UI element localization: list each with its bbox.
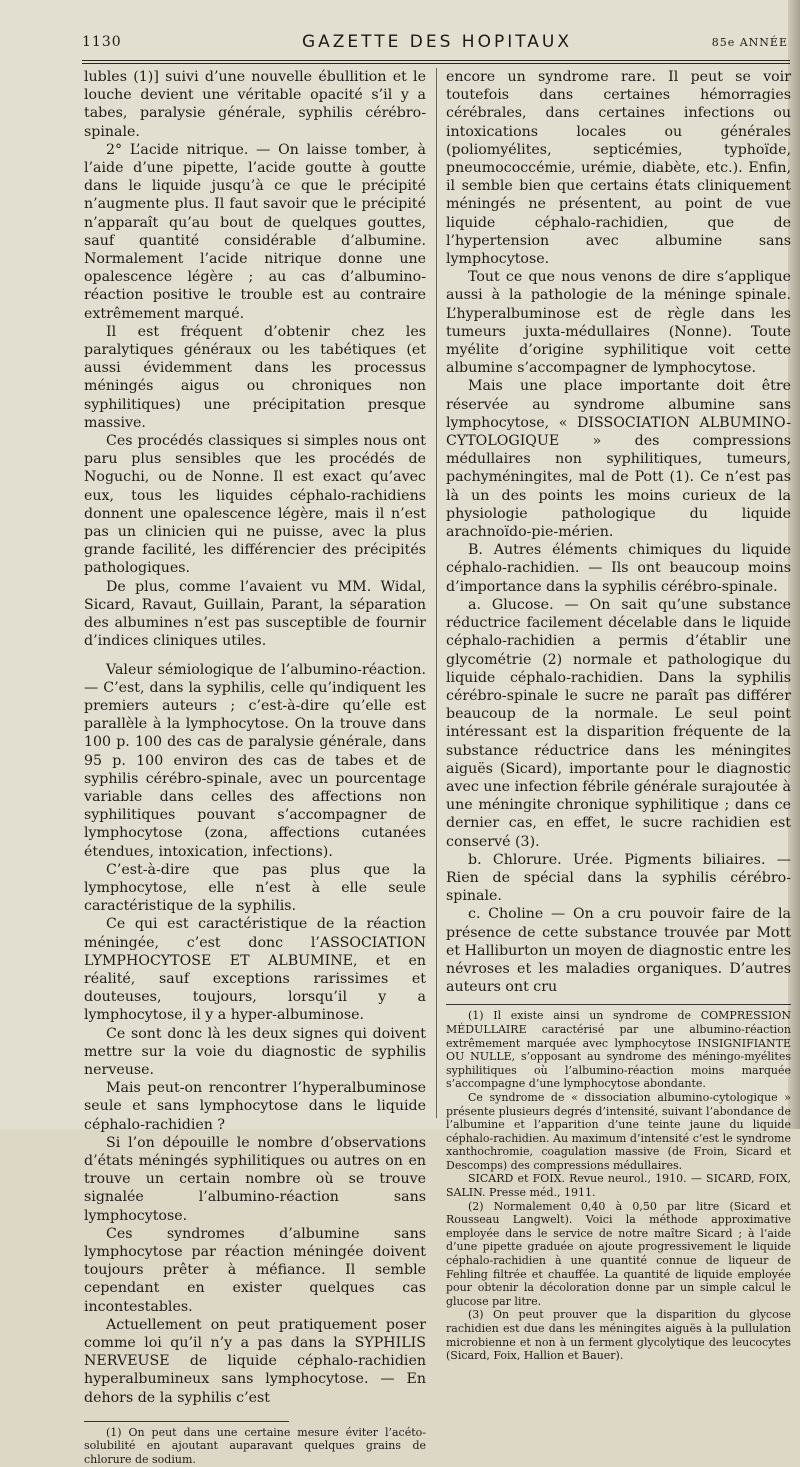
- paragraph: Tout ce que nous venons de dire s’applique aussi à la pathologie de la méninge spinale. L’hyperalbuminose est de règle dans les tumeurs juxta-médullaires (Nonne). Toute myélite d’origine syphilitique voit cette albumine s’accompagner de lymphocytose.: [446, 269, 791, 377]
- footnote-rule: [84, 1421, 289, 1422]
- paragraph: b. Chlorure. Urée. Pigments biliaires. — Rien de spécial dans la syphilis cérébro-spinale.: [446, 851, 791, 905]
- paragraph: Ce qui est caractéristique de la réaction méningée, c’est donc l’ASSOCIATION LYMPHOCYTOSE ET ALBUMINE, et en réalité, sauf exceptions rarissimes et douteuses, toujours, lorsqu’il y a lymphocytose, il y a hyper-albuminose.: [84, 916, 426, 1024]
- page-number: 1130: [82, 34, 122, 50]
- section-paragraph: B. Autres éléments chimiques du liquide céphalo-rachidien. — Ils ont beaucoup moins d’importance dans la syphilis cérébro-spinale.: [446, 542, 791, 595]
- footnote: Ce syndrome de « dissociation albumino-cytologique » présente plusieurs degrés d’intensité, suivant l’abondance de l’albumine et l’apparition d’une teinte jaune du liquide céphalo-rachidien. Au maximum d’intensité c’est le syndrome xanthochromie, coagulation massive (de Froin, Sicard et Descomps) des compressions médullaires.: [446, 1090, 791, 1172]
- volume-year: 85e ANNÉE: [711, 36, 788, 49]
- paragraph: 2° L’acide nitrique. — On laisse tomber, à l’aide d’une pipette, l’acide goutte à goutte dans le liquide jusqu’à ce que le précipité n’augmente plus. Il faut savoir que le précipité n’apparaît qu’au bout de quelques gouttes, sauf quantité considérable d’albumine. Normalement l’acide nitrique donne une opalescence légère ; au cas d’albumino-réaction positive le trouble est au contraire extrêmement marqué.: [84, 141, 426, 322]
- paragraph: De plus, comme l’avaient vu MM. Widal, Sicard, Ravaut, Guillain, Parant, la séparation des albumines n’est pas susceptible de fournir d’indices cliniques utiles.: [84, 578, 426, 650]
- paragraph: lubles (1)] suivi d’une nouvelle ébullition et le louche devient une véritable opacité s’il y a tabes, paralysie générale, syphilis cérébro-spinale.: [84, 69, 426, 140]
- paragraph: Mais une place importante doit être réservée au syndrome albumine sans lymphocytose, « DISSOCIATION ALBUMINO-CYTOLOGIQUE » des compressions médullaires non syphilitiques, tumeurs, pachyméningites, mal de Pott (1). Ce n’est pas là un des points les moins curieux de la physiologie pathologique du liquide arachnoïdo-pie-mérien.: [446, 378, 791, 541]
- footnote: SICARD et FOIX. Revue neurol., 1910. — SICARD, FOIX, SALIN. Presse méd., 1911.: [446, 1172, 791, 1200]
- paragraph: encore un syndrome rare. Il peut se voir toutefois dans certaines hémorragies cérébrales, dans certaines infections ou intoxications locales ou générales (poliomyélites, septicémies, typhoïde, pneumococcémie, urémie, diabète, etc.). Enfin, il semble bien que certains états cliniquement méningés ne présentent, au point de vue liquide céphalo-rachidien, que de l’hypertension avec albumine sans lymphocytose.: [446, 69, 791, 268]
- left-column: [84, 68, 426, 1467]
- paragraph: Actuellement on peut pratiquement poser comme loi qu’il n’y a pas dans la SYPHILIS NERVEUSE de liquide céphalo-rachidien hyperalbumineux sans lymphocytose. — En dehors de la syphilis c’est: [84, 1316, 426, 1406]
- paragraph: Il est fréquent d’obtenir chez les paralytiques généraux ou les tabétiques (et aussi évidemment dans les processus méningés aigus ou chroniques non syphilitiques) une précipitation presque massive.: [84, 323, 426, 431]
- paragraph: a. Glucose. — On sait qu’une substance réductrice facilement décelable dans le liquide céphalo-rachidien a permis d’établir une glycométrie (2) normale et pathologique du liquide céphalo-rachidien. Dans la syphilis cérébro-spinale le sucre ne paraît pas différer beaucoup de la normale. Le seul point intéressant est la disparition fréquente de la substance réductrice dans les méningites aiguës (Sicard), importante pour le diagnostic avec une infection fébrile générale surajoutée à une méningite chronique syphilitique ; dans ce dernier cas, en effet, le sucre rachidien est conservé (3).: [446, 596, 791, 850]
- paragraph: Mais peut-on rencontrer l’hyperalbuminose seule et sans lymphocytose dans le liquide céphalo-rachidien ?: [84, 1080, 426, 1133]
- footnote-rule: [446, 1004, 791, 1005]
- header-rule: [82, 60, 790, 64]
- column-divider: [436, 68, 437, 1118]
- footnote: (1) On peut dans une certaine mesure éviter l’acéto-solubilité en ajoutant auparavant quelques grains de chlorure de sodium.: [84, 1425, 426, 1467]
- journal-title: GAZETTE DES HOPITAUX: [301, 32, 573, 52]
- right-column: [446, 68, 791, 1363]
- footnote: (2) Normalement 0,40 à 0,50 par litre (Sicard et Rousseau Langwelt). Voici la méthode approximative employée dans le service de notre maître Sicard ; à l’aide d’une pipette graduée on ajoute progressivement le liquide céphalo-rachidien à une quantité connue de liqueur de Fehling filtrée et chauffée. La quantité de liquide employée pour obtenir la décoloration donne par un simple calcul le glucose par litre.: [446, 1199, 791, 1308]
- footnote: (1) Il existe ainsi un syndrome de COMPRESSION MÉDULLAIRE caractérisé par une albumino-réaction extrêmement marquée avec lymphocytose INSIGNIFIANTE OU NULLE, s’opposant au syndrome des méningo-myélites syphilitiques où l’albumino-réaction moins marquée s’accompagne d’une lymphocytose abondante.: [446, 1009, 791, 1091]
- paragraph: C’est-à-dire que pas plus que la lymphocytose, elle n’est à elle seule caractéristique de la syphilis.: [84, 861, 426, 915]
- paragraph: Ces procédés classiques si simples nous ont paru plus sensibles que les procédés de Noguchi, ou de Nonne. Il est exact qu’avec eux, tous les liquides céphalo-rachidiens donnent une opalescence légère, mais il n’est pas un clinicien qui ne puisse, avec la plus grande facilité, les différencier des précipités pathologiques.: [84, 433, 426, 577]
- paragraph: c. Choline — On a cru pouvoir faire de la présence de cette substance trouvée par Mott et Halliburton un moyen de diagnostic entre les névroses et les maladies organiques. D’autres auteurs ont cru: [446, 906, 791, 996]
- paragraph: Si l’on dépouille le nombre d’observations d’états méningés syphilitiques ou autres on en trouve un certain nombre où se trouve signalée l’albumino-réaction sans lymphocytose.: [84, 1134, 426, 1224]
- section-paragraph: Valeur sémiologique de l’albumino-réaction. — C’est, dans la syphilis, celle qu’indiquent les premiers auteurs ; c’est-à-dire qu’elle est parallèle à la lymphocytose. On la trouve dans 100 p. 100 des cas de paralysie générale, dans 95 p. 100 environ des cas de tabes et de syphilis cérébro-spinale, avec un pourcentage variable dans celles des affections non syphilitiques pouvant s’accompagner de lymphocytose (zona, affections cutanées étendues, intoxication, infections).: [84, 661, 426, 860]
- footnote: (3) On peut prouver que la disparition du glycose rachidien est due dans les méningites aiguës à la pullulation microbienne et non à un ferment glycolytique des leucocytes (Sicard, Foix, Hallion et Bauer).: [446, 1308, 791, 1363]
- paragraph: Ces syndromes d’albumine sans lymphocytose par réaction méningée doivent toujours prêter à méfiance. Il semble cependant en exister quelques cas incontestables.: [84, 1225, 426, 1315]
- paragraph: Ce sont donc là les deux signes qui doivent mettre sur la voie du diagnostic de syphilis nerveuse.: [84, 1025, 426, 1078]
- page-header: [82, 32, 792, 54]
